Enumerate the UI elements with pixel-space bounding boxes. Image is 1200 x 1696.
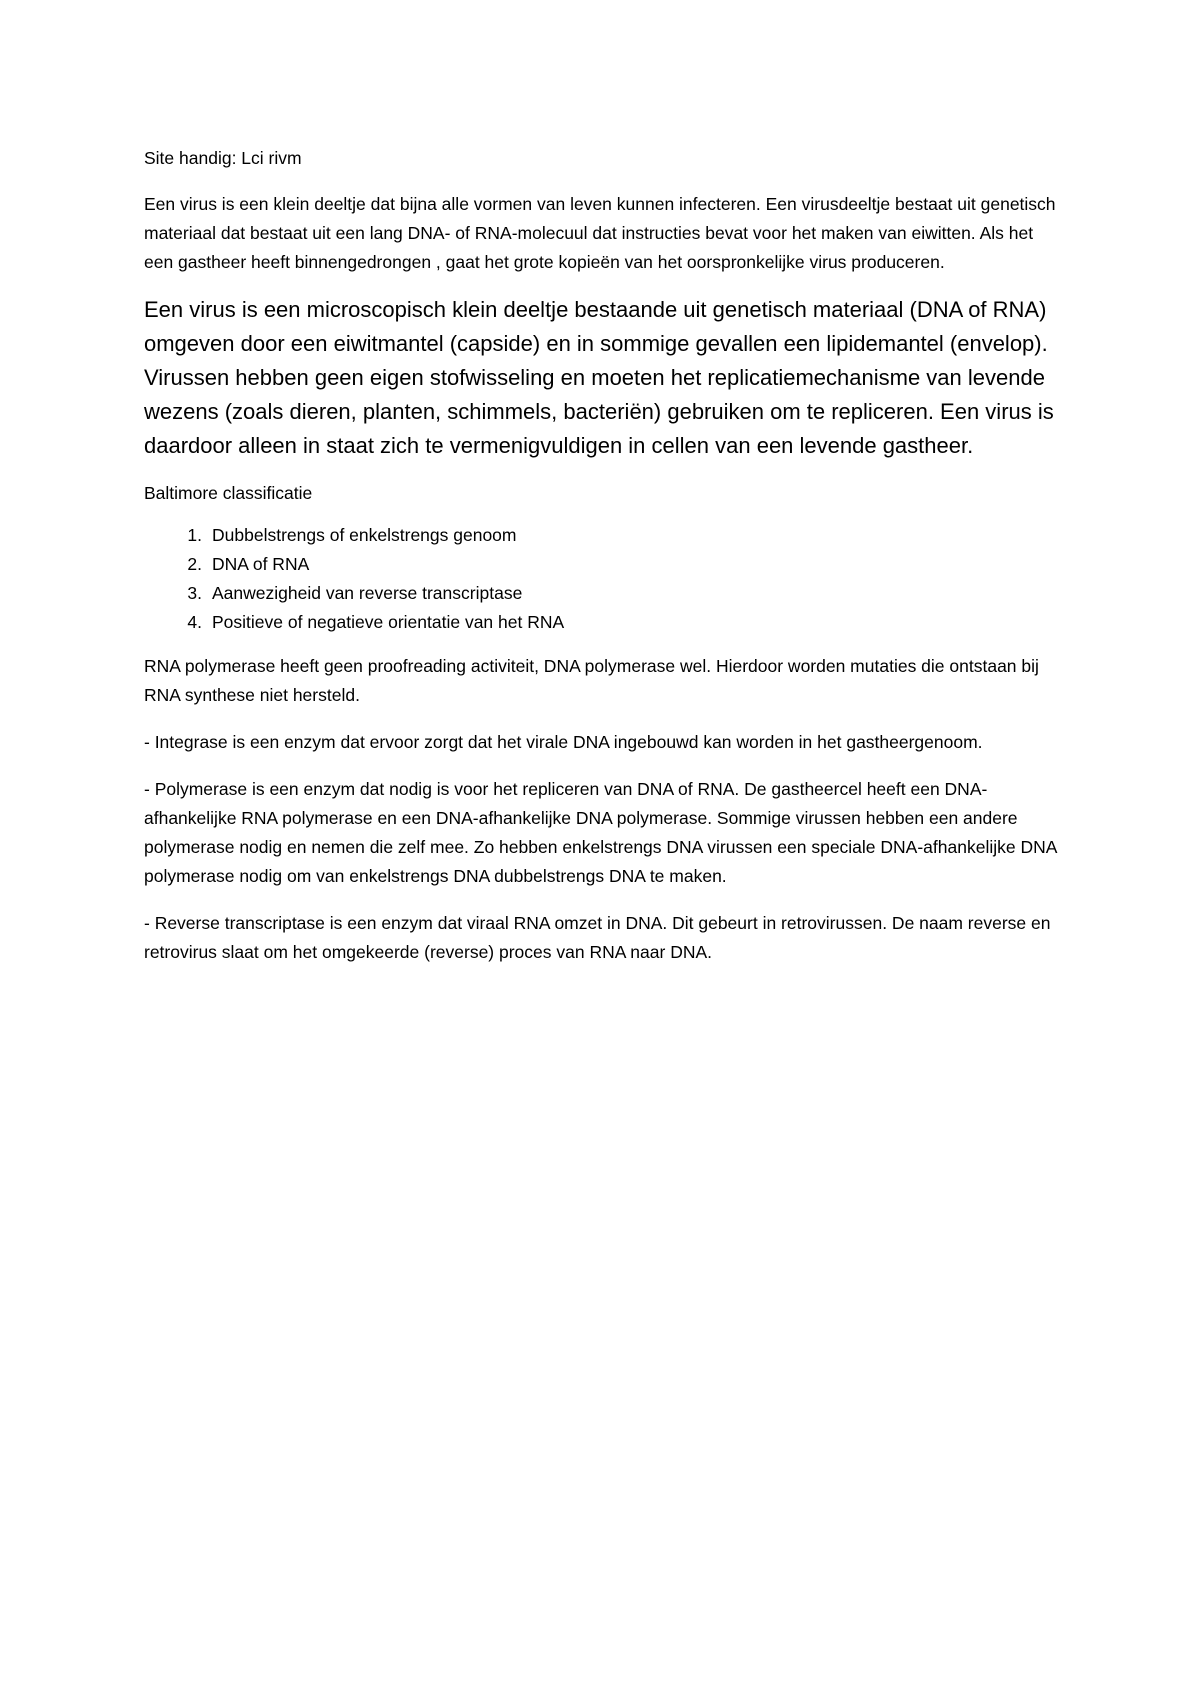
- list-item-text: Aanwezigheid van reverse transcriptase: [212, 583, 523, 603]
- list-item: [144, 579, 1064, 608]
- list-item-number: 1.: [187, 525, 202, 545]
- list-item-number: 2.: [187, 554, 202, 574]
- list-item: [144, 608, 1064, 637]
- list-item: [144, 521, 1064, 550]
- list-item-text: DNA of RNA: [212, 554, 310, 574]
- list-item-text: Dubbelstrengs of enkelstrengs genoom: [212, 525, 517, 545]
- list-item: [144, 550, 1064, 579]
- document-body: [144, 144, 1064, 985]
- polymerase-proofreading-note: RNA polymerase heeft geen proofreading activiteit, DNA polymerase wel. Hierdoor worden mutaties die ontstaan bij RNA synthese niet hersteld.: [144, 656, 1039, 705]
- intro-paragraph: Een virus is een klein deeltje dat bijna alle vormen van leven kunnen infecteren. Een virusdeeltje bestaat uit genetisch materiaal dat bestaat uit een lang DNA- of RNA-molecuul dat instructies bevat voor het maken van eiwitten. Als het een gastheer heeft binnengedrongen , gaat het grote kopieën van het oorspronkelijke virus produceren.: [144, 194, 1056, 272]
- integrase-paragraph: - Integrase is een enzym dat ervoor zorgt dat het virale DNA ingebouwd kan worden in het gastheergenoom.: [144, 732, 983, 752]
- virus-definition-paragraph: Een virus is een microscopisch klein deeltje bestaande uit genetisch materiaal (DNA of RNA) omgeven door een eiwitmantel (capside) en in sommige gevallen een lipidemantel (envelop). Virussen hebben geen eigen stofwisseling en moeten het replicatiemechanisme van levende wezens (zoals dieren, planten, schimmels, bacteriën) gebruiken om te repliceren. Een virus is daardoor alleen in staat zich te vermenigvuldigen in cellen van een levende gastheer.: [144, 297, 1054, 458]
- reverse-transcriptase-paragraph: - Reverse transcriptase is een enzym dat viraal RNA omzet in DNA. Dit gebeurt in retrovirussen. De naam reverse en retrovirus slaat om het omgekeerde (reverse) proces van RNA naar DNA.: [144, 913, 1051, 962]
- list-item-text: Positieve of negatieve orientatie van het RNA: [212, 612, 565, 632]
- polymerase-paragraph: - Polymerase is een enzym dat nodig is voor het repliceren van DNA of RNA. De gastheercel heeft een DNA-afhankelijke RNA polymerase en een DNA-afhankelijke DNA polymerase. Sommige virussen hebben een andere polymerase nodig en nemen die zelf mee. Zo hebben enkelstrengs DNA virussen een speciale DNA-afhankelijke DNA polymerase nodig om van enkelstrengs DNA dubbelstrengs DNA te maken.: [144, 779, 1057, 886]
- list-item-number: 4.: [187, 612, 202, 632]
- site-reference: Site handig: Lci rivm: [144, 148, 302, 168]
- baltimore-heading: Baltimore classificatie: [144, 483, 313, 503]
- list-item-number: 3.: [187, 583, 202, 603]
- baltimore-criteria-list: [144, 521, 1064, 637]
